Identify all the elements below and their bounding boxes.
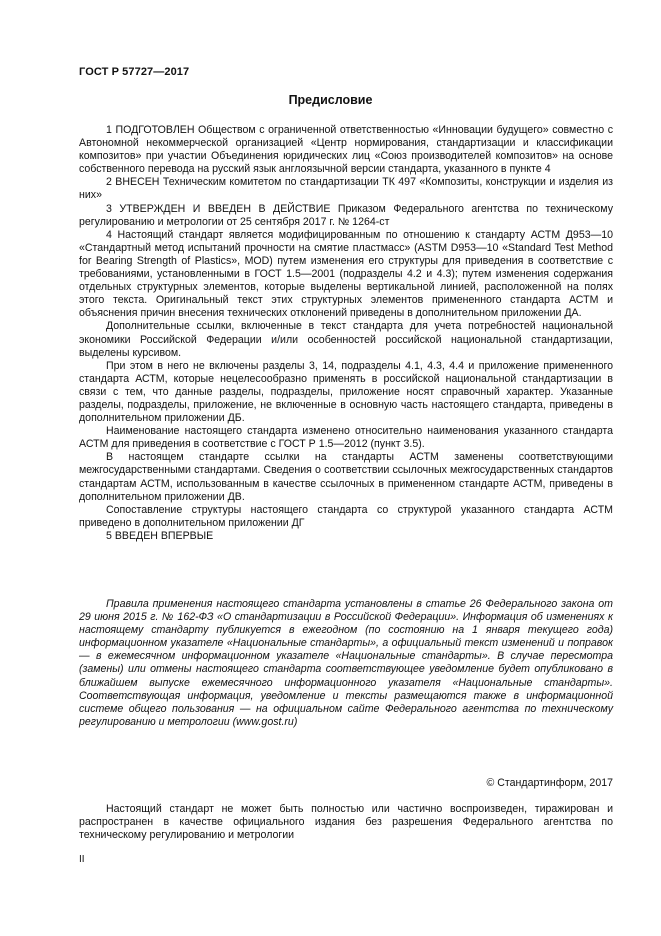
paragraph-title-changed: Наименование настоящего стандарта изменено относительно наименования указанного стандарта АСТМ для приведения в соответствие с ГОСТ Р 1.5—2012 (пункт 3.5). [79, 425, 613, 451]
paragraph-excluded-sections: При этом в него не включены разделы 3, 14, подразделы 4.1, 4.3, 4.4 и приложение примененного стандарта АСТМ, которые нецелесообразно применять в российской национальной стандартизации в связи с тем, что данные разделы, подразделы, приложение носят справочный характер. Указанные разделы, подразделы, приложение, не включенные в основную часть настоящего стандарта, приведены в дополнительном приложении ДБ. [79, 359, 613, 425]
paragraph-references-replaced: В настоящем стандарте ссылки на стандарты АСТМ заменены соответствующими межгосударственными стандартами. Сведения о соответствии ссылочных межгосударственных стандартов стандартам АСТМ, использованным в качестве ссылочных в примененном стандарте АСТМ, приведены в дополнительном приложении ДВ. [79, 451, 613, 503]
page-number: II [79, 854, 85, 865]
notice-text: Правила применения настоящего стандарта установлены в статье 26 Федерального закона от 29 июня 2015 г. № 162-ФЗ «О стандартизации в Российской Федерации». Информация об изменениях к настоящему стандарту публикуется в ежегодном (по состоянию на 1 января текущего года) информационном указателе «Национальные стандарты», а официальный текст изменений и поправок — в ежемесячном информационном указателе «Национальные стандарты». В случае пересмотра (замены) или отмены настоящего стандарта соответствующее уведомление будет опубликовано в ближайшем выпуске ежемесячного информационного указателя «Национальные стандарты». Соответствующая информация, уведомление и тексты размещаются также в информационной системе общего пользования — на официальном сайте Федерального агентства по техническому регулированию и метрологии (www.gost.ru) [79, 598, 613, 728]
paragraph-approved: 3 УТВЕРЖДЕН И ВВЕДЕН В ДЕЙСТВИЕ Приказом Федерального агентства по техническому регулированию и метрологии от 25 сентября 2017 г. № 1264-ст [79, 202, 613, 228]
application-rules-notice [79, 598, 613, 729]
paragraph-modified: 4 Настоящий стандарт является модифицированным по отношению к стандарту АСТМ Д953—10 «Стандартный метод испытаний прочности на смятие пластмасс» (ASTM D953—10 «Standard Test Method for Bearing Strength of Plastics», MOD) путем изменения его структуры для приведения в соответствие с требованиями, установленными в ГОСТ 1.5—2001 (подразделы 4.2 и 4.3); путем изменения содержания отдельных структурных элементов, которые выделены вертикальной линией, расположенной на полях этого текста. Оригинальный текст этих структурных элементов примененного стандарта АСТМ и объяснения причин внесения технических отклонений приведены в дополнительном приложении ДА. [79, 228, 613, 320]
paragraph-additional-references: Дополнительные ссылки, включенные в текст стандарта для учета потребностей национальной экономики Российской Федерации и/или особенностей российской национальной стандартизации, выделены курсивом. [79, 320, 613, 359]
paragraph-prepared: 1 ПОДГОТОВЛЕН Обществом с ограниченной ответственностью «Инновации будущего» совместно с Автономной некоммерческой организацией «Центр нормирования, стандартизации и классификации композитов» при участии Объединения юридических лиц «Союз производителей композитов» на основе собственного перевода на русский язык англоязычной версии стандарта, указанного в пункте 4 [79, 124, 613, 176]
reproduction-notice [79, 803, 613, 842]
page-title: Предисловие [288, 93, 373, 107]
paragraph-structure-comparison: Сопоставление структуры настоящего стандарта со структурой указанного стандарта АСТМ приведено в дополнительном приложении ДГ [79, 503, 613, 529]
paragraph-introduced: 5 ВВЕДЕН ВПЕРВЫЕ [106, 529, 214, 542]
preface-body [79, 124, 613, 543]
copyright: © Стандартинформ, 2017 [486, 777, 613, 789]
standard-code: ГОСТ Р 57727—2017 [79, 66, 190, 78]
paragraph-submitted: 2 ВНЕСЕН Техническим комитетом по стандартизации ТК 497 «Композиты, конструкции и изделия из них» [79, 176, 613, 202]
reproduction-text: Настоящий стандарт не может быть полностью или частично воспроизведен, тиражирован и распространен в качестве официального издания без разрешения Федерального агентства по техническому регулированию и метрологии [79, 803, 613, 842]
